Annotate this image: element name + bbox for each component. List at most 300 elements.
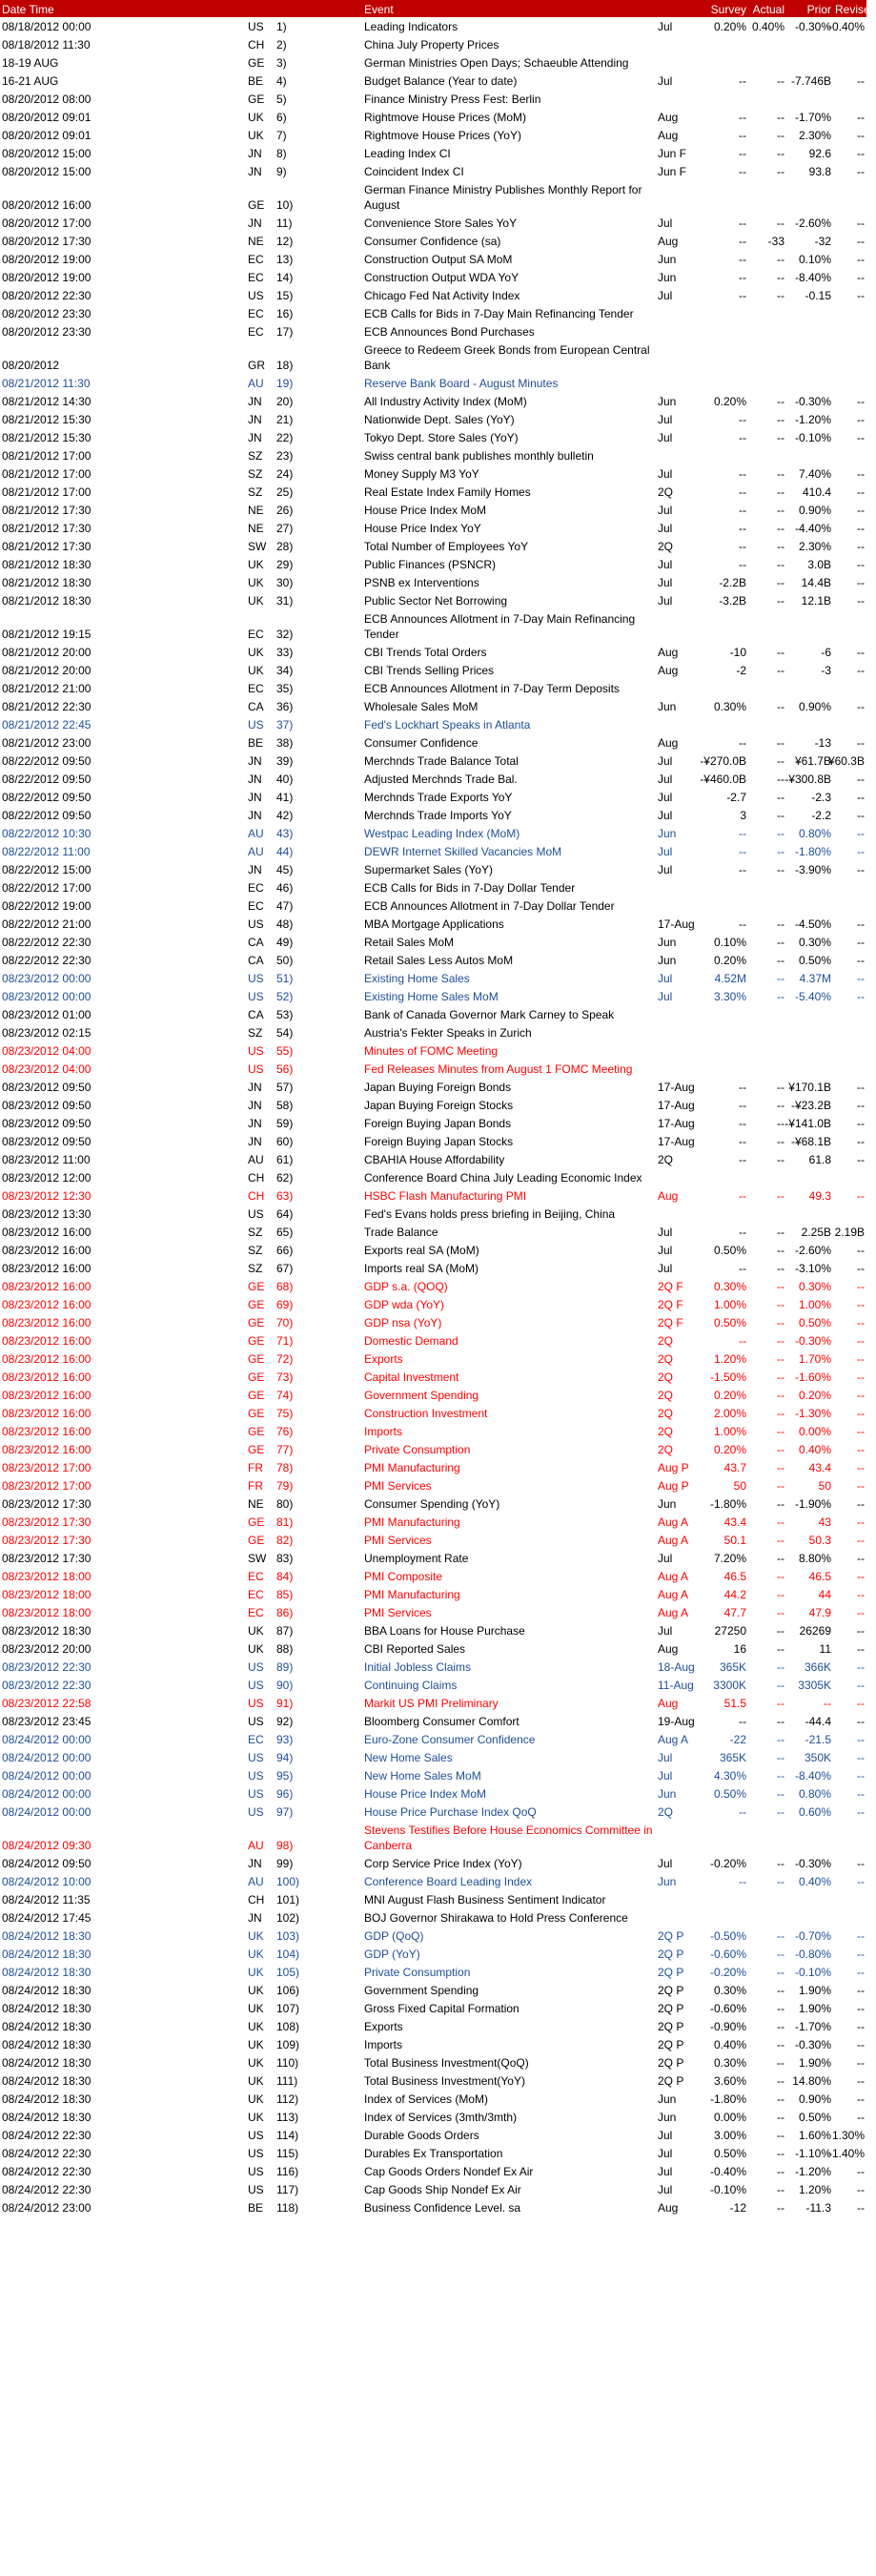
row-date: 08/23/2012 04:00 [2, 1062, 92, 1076]
row-revised [833, 1023, 866, 1041]
row-survey [703, 679, 748, 697]
row-country: US [248, 1207, 264, 1221]
row-period [656, 446, 703, 464]
table-row [0, 519, 866, 537]
row-country: GE [248, 198, 265, 212]
table-row [0, 537, 866, 555]
row-survey: -- [739, 1334, 746, 1348]
row-prior [786, 1060, 833, 1078]
row-actual [748, 322, 786, 340]
row-survey: -0.20% [709, 1857, 746, 1870]
row-event: Construction Investment [364, 1407, 488, 1420]
row-index: 15) [276, 289, 294, 302]
row-event: PMI Services [364, 1534, 432, 1547]
row-date: 08/22/2012 22:30 [2, 936, 92, 949]
row-country: JN [248, 809, 262, 822]
row-country: AU [248, 1153, 264, 1166]
row-survey: -- [739, 504, 746, 517]
row-country: SZ [248, 1262, 263, 1275]
row-index: 20) [276, 395, 294, 408]
row-country: EC [248, 307, 264, 320]
table-row [0, 1440, 866, 1458]
row-survey: 51.5 [723, 1697, 746, 1710]
row-event: Fed Releases Minutes from August 1 FOMC Meeting [364, 1062, 633, 1076]
row-actual: -- [777, 485, 784, 499]
row-country: EC [248, 881, 264, 895]
row-survey [703, 90, 748, 108]
row-event: Rightmove House Prices (MoM) [364, 111, 527, 124]
row-survey: -- [739, 827, 746, 840]
table-row [0, 933, 866, 951]
row-country: EC [248, 271, 264, 284]
row-event: House Price Index MoM [364, 1787, 487, 1801]
row-event: Exports [364, 1352, 403, 1366]
row-actual: -- [777, 1606, 784, 1619]
row-country: GE [248, 1370, 265, 1384]
row-survey: -- [739, 74, 746, 88]
row-prior [786, 1168, 833, 1186]
row-country: NE [248, 504, 264, 517]
row-revised [833, 1890, 866, 1908]
row-prior: 0.90% [798, 504, 831, 517]
row-actual: -- [777, 1984, 784, 1997]
row-prior: -- [824, 1697, 831, 1710]
row-event: PMI Services [364, 1606, 432, 1619]
row-event: Construction Output WDA YoY [364, 271, 519, 284]
row-country: CH [248, 38, 265, 52]
row-survey: -- [739, 129, 746, 142]
row-date: 08/24/2012 18:30 [2, 1966, 92, 1979]
row-date: 08/24/2012 18:30 [2, 1929, 92, 1943]
row-revised: -- [857, 1929, 865, 1943]
row-date: 08/23/2012 04:00 [2, 1044, 92, 1058]
row-actual: -- [777, 1479, 784, 1493]
row-prior [786, 1023, 833, 1041]
row-index: 53) [276, 1008, 294, 1021]
table-row [0, 1386, 866, 1404]
row-prior: 0.60% [798, 1805, 831, 1819]
row-event: Continuing Claims [364, 1679, 458, 1692]
row-actual: -- [777, 1316, 784, 1329]
table-row [0, 752, 866, 770]
row-index: 13) [276, 253, 294, 266]
row-revised: -- [857, 235, 865, 248]
row-event: Total Business Investment(YoY) [364, 2074, 525, 2088]
row-country: UK [248, 2074, 264, 2088]
row-date: 08/24/2012 22:30 [2, 2129, 92, 2142]
row-index: 110) [276, 2056, 299, 2070]
row-event: Bank of Canada Governor Mark Carney to Speak [364, 1008, 615, 1021]
row-survey: -0.50% [709, 1929, 746, 1943]
row-country: US [248, 1805, 264, 1819]
row-date: 08/24/2012 23:00 [2, 2201, 92, 2215]
row-prior: -0.15 [805, 289, 831, 302]
row-revised [833, 340, 866, 374]
row-prior: -2.2 [811, 809, 831, 822]
row-period: Jul [658, 504, 673, 517]
row-survey [703, 1060, 748, 1078]
row-prior: -5.40% [794, 990, 831, 1003]
row-actual: -- [777, 1857, 784, 1870]
row-revised: -- [857, 540, 865, 553]
row-date: 08/24/2012 10:00 [2, 1875, 92, 1888]
row-period: 2Q P [658, 1966, 684, 1979]
row-survey: -- [739, 216, 746, 230]
row-index: 80) [276, 1497, 294, 1511]
row-country: NE [248, 1497, 264, 1511]
row-actual [748, 374, 786, 392]
row-index: 74) [276, 1389, 294, 1402]
row-event: PSNB ex Interventions [364, 576, 479, 589]
row-revised [833, 374, 866, 392]
row-period: Jun [658, 1497, 677, 1511]
row-actual: -- [777, 736, 784, 750]
row-country: US [248, 20, 264, 33]
row-country: US [248, 2183, 264, 2196]
row-event: PMI Manufacturing [364, 1588, 460, 1601]
row-period: 2Q P [658, 2074, 684, 2088]
table-row [0, 1060, 866, 1078]
row-survey: 0.00% [713, 2111, 746, 2124]
table-row [0, 2180, 866, 2198]
row-country: JN [248, 216, 262, 230]
row-actual: -- [777, 2147, 784, 2160]
table-row [0, 214, 866, 232]
row-period: Jun [658, 700, 677, 713]
row-period: 2Q P [658, 2056, 684, 2070]
row-country: BE [248, 2201, 264, 2215]
row-country: UK [248, 1984, 264, 1997]
row-index: 88) [276, 1642, 294, 1656]
row-event: House Price Index YoY [364, 522, 481, 535]
row-period: 11-Aug [658, 1679, 694, 1692]
row-country: GE [248, 1280, 265, 1293]
row-date: 08/23/2012 16:00 [2, 1407, 92, 1420]
row-revised: -- [857, 1117, 865, 1130]
row-actual: -- [777, 664, 784, 677]
row-period: 2Q [658, 540, 674, 553]
row-index: 65) [276, 1226, 294, 1239]
row-event: Merchnds Trade Exports YoY [364, 791, 513, 804]
row-survey: -12 [729, 2201, 746, 2215]
row-period: Jul [658, 972, 673, 985]
row-revised: 2.19B [834, 1226, 865, 1239]
row-period: Jul [658, 845, 673, 858]
header-revised: Revised [835, 2, 876, 16]
row-index: 108) [276, 2020, 300, 2033]
table-row [0, 304, 866, 322]
table-row [0, 1114, 866, 1132]
row-prior: 1.70% [798, 1352, 831, 1366]
row-country: NE [248, 522, 264, 535]
row-event: HSBC Flash Manufacturing PMI [364, 1189, 527, 1203]
row-country: GE [248, 1334, 265, 1348]
row-actual [748, 715, 786, 733]
row-index: 104) [276, 1947, 300, 1961]
row-date: 08/20/2012 23:30 [2, 325, 92, 339]
row-revised: -- [857, 413, 865, 426]
row-index: 90) [276, 1679, 294, 1692]
row-event: Unemployment Rate [364, 1552, 469, 1565]
row-actual [748, 896, 786, 915]
row-date: 08/23/2012 23:45 [2, 1715, 92, 1728]
row-period: Jun [658, 253, 677, 266]
row-prior: -21.5 [805, 1733, 831, 1746]
row-index: 71) [276, 1334, 294, 1348]
row-period: Jul [658, 809, 673, 822]
table-row [0, 410, 866, 428]
header-actual: Actual [752, 2, 784, 16]
row-period: Aug A [658, 1534, 689, 1547]
row-period: 2Q [658, 485, 674, 499]
row-country: AU [248, 845, 264, 858]
row-index: 51) [276, 972, 294, 985]
row-event: New Home Sales [364, 1751, 453, 1764]
row-survey: -3.2B [719, 594, 746, 608]
row-index: 67) [276, 1262, 294, 1275]
row-date: 08/23/2012 12:30 [2, 1189, 92, 1203]
row-survey [703, 446, 748, 464]
table-row [0, 180, 866, 214]
row-actual: -- [777, 1153, 784, 1166]
row-index: 57) [276, 1081, 294, 1094]
row-prior: 0.90% [798, 700, 831, 713]
table-row [0, 573, 866, 591]
row-period [656, 715, 703, 733]
row-revised [833, 35, 866, 53]
row-prior [786, 1205, 833, 1223]
row-date: 08/24/2012 18:30 [2, 2074, 92, 2088]
row-survey [703, 715, 748, 733]
row-date: 08/23/2012 22:30 [2, 1660, 92, 1674]
row-date: 08/24/2012 22:30 [2, 2165, 92, 2178]
row-event: House Price Purchase Index QoQ [364, 1805, 537, 1819]
row-prior: 61.8 [808, 1153, 831, 1166]
row-index: 22) [276, 431, 294, 444]
row-date: 08/22/2012 19:00 [2, 899, 92, 913]
row-actual [748, 180, 786, 214]
table-row [0, 1549, 866, 1567]
row-event: BOJ Governor Shirakawa to Hold Press Conference [364, 1911, 628, 1925]
row-date: 08/23/2012 16:00 [2, 1334, 92, 1348]
row-actual [748, 1168, 786, 1186]
row-date: 08/24/2012 22:30 [2, 2183, 92, 2196]
row-index: 43) [276, 827, 294, 840]
row-date: 08/24/2012 11:35 [2, 1893, 91, 1906]
row-date: 08/24/2012 00:00 [2, 1733, 92, 1746]
row-period: Jun F [658, 165, 687, 178]
row-prior: -3 [821, 664, 831, 677]
row-survey: 0.20% [713, 1389, 746, 1402]
row-revised [833, 1821, 866, 1854]
row-index: 8) [276, 147, 287, 160]
row-prior: -0.30% [794, 1334, 831, 1348]
row-date: 08/21/2012 18:30 [2, 576, 92, 589]
row-date: 08/21/2012 22:45 [2, 718, 92, 732]
table-row [0, 1981, 866, 1999]
row-index: 97) [276, 1805, 294, 1819]
row-period: 2Q P [658, 1929, 684, 1943]
row-date: 08/21/2012 17:00 [2, 467, 92, 481]
row-index: 102) [276, 1911, 300, 1925]
row-period: Jul [658, 216, 673, 230]
row-index: 84) [276, 1570, 294, 1583]
row-period: Jul [658, 1552, 673, 1565]
row-country: JN [248, 754, 262, 768]
row-index: 16) [276, 307, 294, 320]
row-index: 99) [276, 1857, 294, 1870]
row-event: Corp Service Price Index (YoY) [364, 1857, 522, 1870]
row-period: Jun [658, 1787, 677, 1801]
row-index: 101) [276, 1893, 300, 1906]
row-survey [703, 609, 748, 643]
row-survey [703, 374, 748, 392]
row-prior: 0.00% [798, 1425, 831, 1438]
row-revised: -- [857, 2002, 865, 2015]
table-row [0, 1404, 866, 1422]
row-survey [703, 1005, 748, 1023]
row-date: 08/23/2012 16:00 [2, 1280, 92, 1293]
row-event: PMI Manufacturing [364, 1515, 460, 1529]
row-country: US [248, 1697, 264, 1710]
row-country: GE [248, 1352, 265, 1366]
row-country: GE [248, 93, 265, 106]
row-actual: -- [777, 1081, 784, 1094]
row-country: BE [248, 74, 264, 88]
row-index: 106) [276, 1984, 300, 1997]
row-actual: -- [777, 917, 784, 931]
row-country: UK [248, 576, 264, 589]
row-event: ECB Announces Bond Purchases [364, 325, 535, 339]
row-date: 08/23/2012 09:50 [2, 1135, 92, 1148]
row-period [656, 878, 703, 896]
row-index: 109) [276, 2038, 300, 2051]
row-country: US [248, 990, 264, 1003]
row-prior: -0.70% [794, 1929, 831, 1943]
table-row [0, 1350, 866, 1368]
row-index: 9) [276, 165, 287, 178]
table-row [0, 90, 866, 108]
row-event: Leading Index CI [364, 147, 451, 160]
row-prior: 1.90% [798, 2056, 831, 2070]
row-actual: -- [777, 754, 784, 768]
row-period: Jul [658, 990, 673, 1003]
row-period: Jul [658, 2129, 673, 2142]
row-revised [833, 322, 866, 340]
row-actual: -- [777, 1425, 784, 1438]
row-actual: -- [777, 540, 784, 553]
row-actual [748, 90, 786, 108]
row-prior [786, 1908, 833, 1927]
row-country: SZ [248, 449, 263, 463]
row-period: Aug [658, 1189, 679, 1203]
table-row [0, 1205, 866, 1223]
row-country: CH [248, 1189, 265, 1203]
row-period: Jun [658, 1875, 677, 1888]
row-revised: -- [857, 700, 865, 713]
table-row [0, 643, 866, 661]
row-actual [748, 1005, 786, 1023]
row-date: 08/24/2012 18:30 [2, 1947, 92, 1961]
row-survey: 365K [719, 1751, 746, 1764]
table-row [0, 878, 866, 896]
row-date: 08/23/2012 16:00 [2, 1389, 92, 1402]
row-period: Aug [658, 646, 679, 659]
row-period: Jul [658, 74, 673, 88]
row-revised: -- [857, 1534, 865, 1547]
row-prior: -8.40% [794, 271, 831, 284]
table-row [0, 108, 866, 126]
row-revised: 1.30% [831, 2129, 865, 2142]
row-event: PMI Composite [364, 1570, 443, 1583]
row-revised: -- [857, 1461, 865, 1474]
table-row [0, 428, 866, 446]
row-survey: -- [739, 165, 746, 178]
row-index: 55) [276, 1044, 294, 1058]
row-period: 2Q [658, 1352, 674, 1366]
row-event: Exports [364, 2020, 403, 2033]
row-revised: -- [857, 1642, 865, 1656]
row-date: 08/23/2012 17:30 [2, 1515, 92, 1529]
row-survey: 3300K [713, 1679, 746, 1692]
row-period: Jul [658, 791, 673, 804]
row-date: 08/18/2012 00:00 [2, 20, 92, 33]
row-actual: -- [777, 558, 784, 571]
row-revised: -- [857, 972, 865, 985]
row-date: 08/21/2012 21:00 [2, 682, 92, 695]
row-country: JN [248, 431, 262, 444]
row-survey: -0.10% [709, 2183, 746, 2196]
row-revised: -- [857, 1298, 865, 1311]
header-period [656, 8, 703, 10]
row-revised: -- [857, 1370, 865, 1384]
row-event: Retail Sales MoM [364, 936, 455, 949]
row-country: GE [248, 1298, 265, 1311]
row-prior: 43.4 [808, 1461, 831, 1474]
row-actual: -- [777, 413, 784, 426]
row-event: Consumer Confidence (sa) [364, 235, 501, 248]
row-actual: -- [777, 1515, 784, 1529]
table-row [0, 1313, 866, 1331]
row-actual: -- [777, 1226, 784, 1239]
row-date: 08/20/2012 19:00 [2, 253, 92, 266]
row-event: Tokyo Dept. Store Sales (YoY) [364, 431, 519, 444]
row-survey: -- [739, 1262, 746, 1275]
row-prior: -1.70% [794, 2020, 831, 2033]
table-row [0, 322, 866, 340]
row-country: AU [248, 377, 264, 390]
row-actual: -- [777, 594, 784, 608]
row-event: Bloomberg Consumer Comfort [364, 1715, 519, 1728]
table-row [0, 1223, 866, 1241]
row-survey [703, 1168, 748, 1186]
row-country: CA [248, 936, 264, 949]
row-survey: -- [739, 1805, 746, 1819]
row-prior: 11 [819, 1642, 831, 1656]
row-country: SZ [248, 1226, 263, 1239]
row-actual: -- [777, 2038, 784, 2051]
row-prior: 44 [818, 1588, 831, 1601]
row-revised [833, 1908, 866, 1927]
row-survey: -- [739, 253, 746, 266]
row-revised: -- [857, 1857, 865, 1870]
row-revised: -- [857, 165, 865, 178]
row-revised [833, 715, 866, 733]
table-row [0, 1784, 866, 1803]
row-country: US [248, 1751, 264, 1764]
row-country: US [248, 1062, 264, 1076]
row-date: 08/24/2012 18:30 [2, 2092, 92, 2106]
